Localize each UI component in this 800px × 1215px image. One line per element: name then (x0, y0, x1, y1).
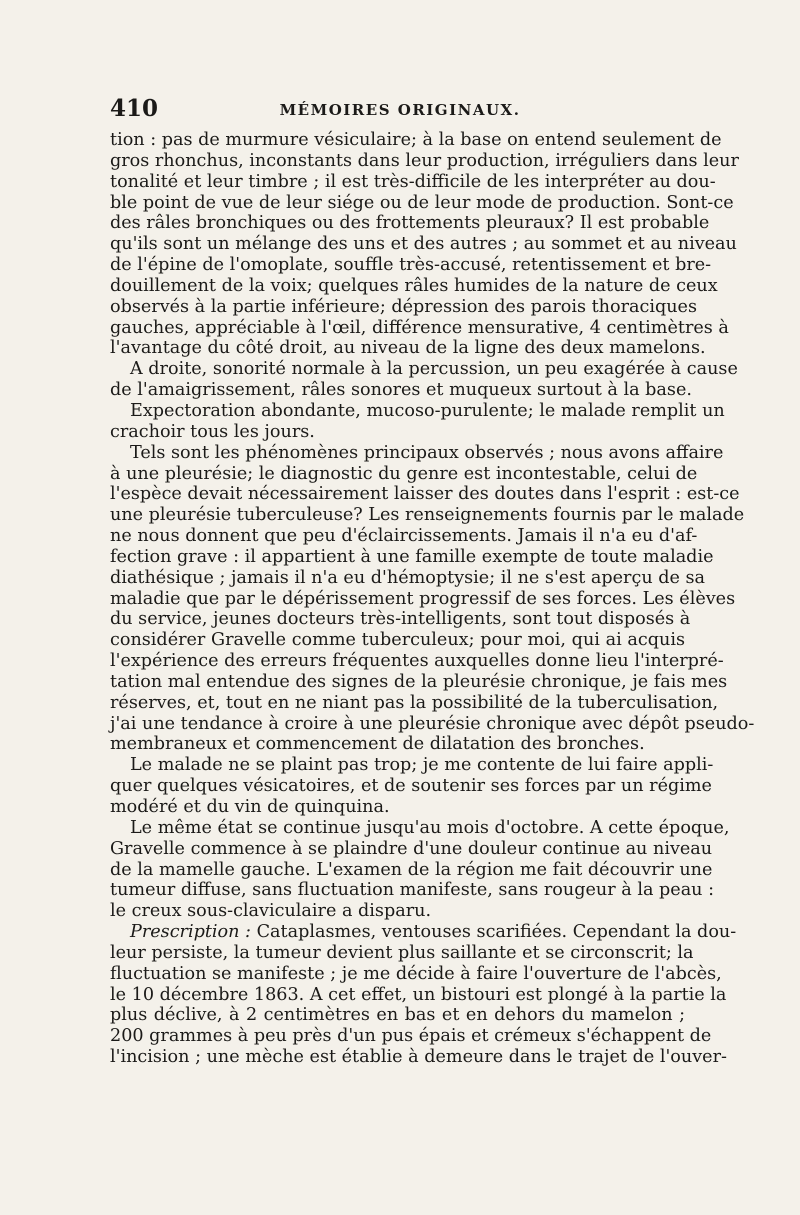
text-line (110, 734, 685, 755)
text-line (110, 150, 739, 172)
text-line (110, 1047, 727, 1068)
text-line (110, 963, 722, 985)
line-text: leur persiste, la tumeur devient plus saillante et se circonscrit; la (110, 942, 694, 963)
text-line (110, 275, 718, 297)
text-line (110, 400, 725, 422)
page-header (110, 95, 690, 125)
line-text: gauches, appréciable à l'œil, différence mensurative, 4 centimètres à (110, 317, 729, 338)
line-text: le 10 décembre 1863. A cet effet, un bistouri est plongé à la partie la (110, 984, 727, 1005)
text-line (110, 484, 740, 505)
line-text: l'espèce devait nécessairement laisser des doutes dans l'esprit : est-ce (110, 484, 740, 505)
text-line (110, 505, 745, 526)
line-text: A droite, sonorité normale à la percussion, un peu exagérée à cause (130, 359, 738, 380)
text-line (110, 317, 729, 339)
text-line (110, 776, 712, 797)
line-text: plus déclive, à 2 centimètres en bas et en dehors du mamelon ; (110, 1005, 685, 1026)
line-text: l'expérience des erreurs fréquentes auxquelles donne lieu l'interpré- (110, 651, 724, 672)
line-text: Gravelle commence à se plaindre d'une douleur continue au niveau (110, 838, 713, 859)
text-line (110, 213, 710, 234)
line-text: quer quelques vésicatoires, et de soutenir ses forces par un régime (110, 776, 712, 797)
text-line (110, 797, 685, 818)
text-line (110, 296, 698, 318)
line-text: ne nous donnent que peu d'éclaircissements. Jamais il n'a eu d'af- (110, 526, 698, 547)
line-text: le creux sous-claviculaire a disparu. (110, 901, 432, 922)
line-text: gros rhonchus, inconstants dans leur production, irréguliers dans leur (110, 150, 739, 171)
text-line (110, 526, 698, 547)
text-line (110, 130, 722, 151)
line-text: ble point de vue de leur siége ou de leur mode de production. Sont-ce (110, 192, 734, 213)
text-line (110, 463, 698, 485)
text-line (110, 192, 734, 214)
text-line (110, 817, 730, 839)
text-line (110, 422, 685, 443)
body-text (110, 130, 755, 1068)
line-text: de la mamelle gauche. L'examen de la région me fait découvrir une (110, 859, 713, 880)
line-text: fluctuation se manifeste ; je me décide à faire l'ouverture de l'abcès, (110, 963, 722, 984)
text-line (110, 255, 712, 276)
line-text: modéré et du vin de quinquina. (110, 797, 390, 817)
line-text: observés à la partie inférieure; dépression des parois thoraciques (110, 296, 698, 317)
line-text: l'avantage du côté droit, au niveau de la ligne des deux mamelons. (110, 338, 706, 359)
line-text: qu'ils sont un mélange des uns et des autres ; au sommet et au niveau (110, 234, 737, 255)
running-head: MÉMOIRES ORIGINAUX. (279, 101, 521, 119)
text-line (110, 359, 738, 380)
text-line (110, 234, 737, 255)
line-text: membraneux et commencement de dilatation des bronches. (110, 734, 645, 755)
line-text: réserves, et, tout en ne niant pas la possibilité de la tuberculisation, (110, 692, 719, 713)
text-line (110, 1005, 685, 1026)
line-text: tion : pas de murmure vésiculaire; à la base on entend seulement de (110, 130, 722, 150)
text-line (110, 942, 694, 964)
text-line (110, 630, 685, 651)
line-text: Le même état se continue jusqu'au mois d'octobre. A cette époque, (130, 817, 730, 838)
text-line (110, 609, 691, 630)
text-line (110, 922, 737, 943)
line-text: 200 grammes à peu près d'un pus épais et crémeux s'échappent de (110, 1026, 712, 1047)
text-line (110, 713, 755, 735)
line-text: l'incision ; une mèche est établie à demeure dans le trajet de l'ouver- (110, 1047, 727, 1068)
line-text: tumeur diffuse, sans fluctuation manifeste, sans rougeur à la peau : (110, 880, 715, 901)
text-line (110, 671, 728, 693)
line-text: crachoir tous les jours. (110, 421, 315, 442)
line-text: de l'amaigrissement, râles sonores et muqueux surtout à la base. (110, 380, 692, 401)
page-number: 410 (110, 95, 159, 122)
text-line (110, 1026, 712, 1047)
line-text: de l'épine de l'omoplate, souffle très-accusé, retentissement et bre- (110, 255, 712, 276)
text-line (110, 338, 706, 359)
text-line (110, 567, 706, 589)
line-text: maladie que par le dépérissement progressif de ses forces. Les élèves (110, 588, 736, 609)
italic-label: Prescription : (130, 922, 251, 943)
text-line (110, 880, 715, 901)
line-text: Tels sont les phénomènes principaux observés ; nous avons affaire (130, 442, 724, 463)
line-text: douillement de la voix; quelques râles humides de la nature de ceux (110, 275, 718, 296)
line-text: Le malade ne se plaint pas trop; je me contente de lui faire appli- (130, 755, 714, 776)
line-text: des râles bronchiques ou des frottements pleuraux? Il est probable (110, 213, 710, 234)
text-line (110, 380, 692, 401)
text-line (110, 692, 719, 714)
line-text: diathésique ; jamais il n'a eu d'hémoptysie; il ne s'est aperçu de sa (110, 567, 706, 588)
line-text: Expectoration abondante, mucoso-purulente; le malade remplit un (130, 400, 725, 421)
text-line (110, 984, 727, 1006)
line-text: du service, jeunes docteurs très-intelligents, sont tout disposés à (110, 609, 691, 630)
line-text: à une pleurésie; le diagnostic du genre est incontestable, celui de (110, 463, 698, 484)
line-text: fection grave : il appartient à une famille exempte de toute maladie (110, 546, 714, 567)
text-line (110, 651, 724, 672)
line-text: considérer Gravelle comme tuberculeux; pour moi, qui ai acquis (110, 630, 685, 651)
text-line (110, 755, 714, 776)
line-text: une pleurésie tuberculeuse? Les renseignements fournis par le malade (110, 505, 745, 526)
line-text: j'ai une tendance à croire à une pleurésie chronique avec dépôt pseudo- (110, 713, 755, 734)
text-line (110, 171, 716, 193)
line-text: tation mal entendue des signes de la pleurésie chronique, je fais mes (110, 671, 728, 692)
line-text: tonalité et leur timbre ; il est très-difficile de les interpréter au dou- (110, 171, 716, 192)
text-line (110, 901, 685, 922)
text-line (110, 546, 714, 568)
text-line (110, 838, 713, 860)
text-line (110, 859, 713, 881)
text-line (110, 442, 724, 464)
text-line (110, 588, 736, 610)
line-text: Cataplasmes, ventouses scarifiées. Cependant la dou- (250, 922, 737, 943)
